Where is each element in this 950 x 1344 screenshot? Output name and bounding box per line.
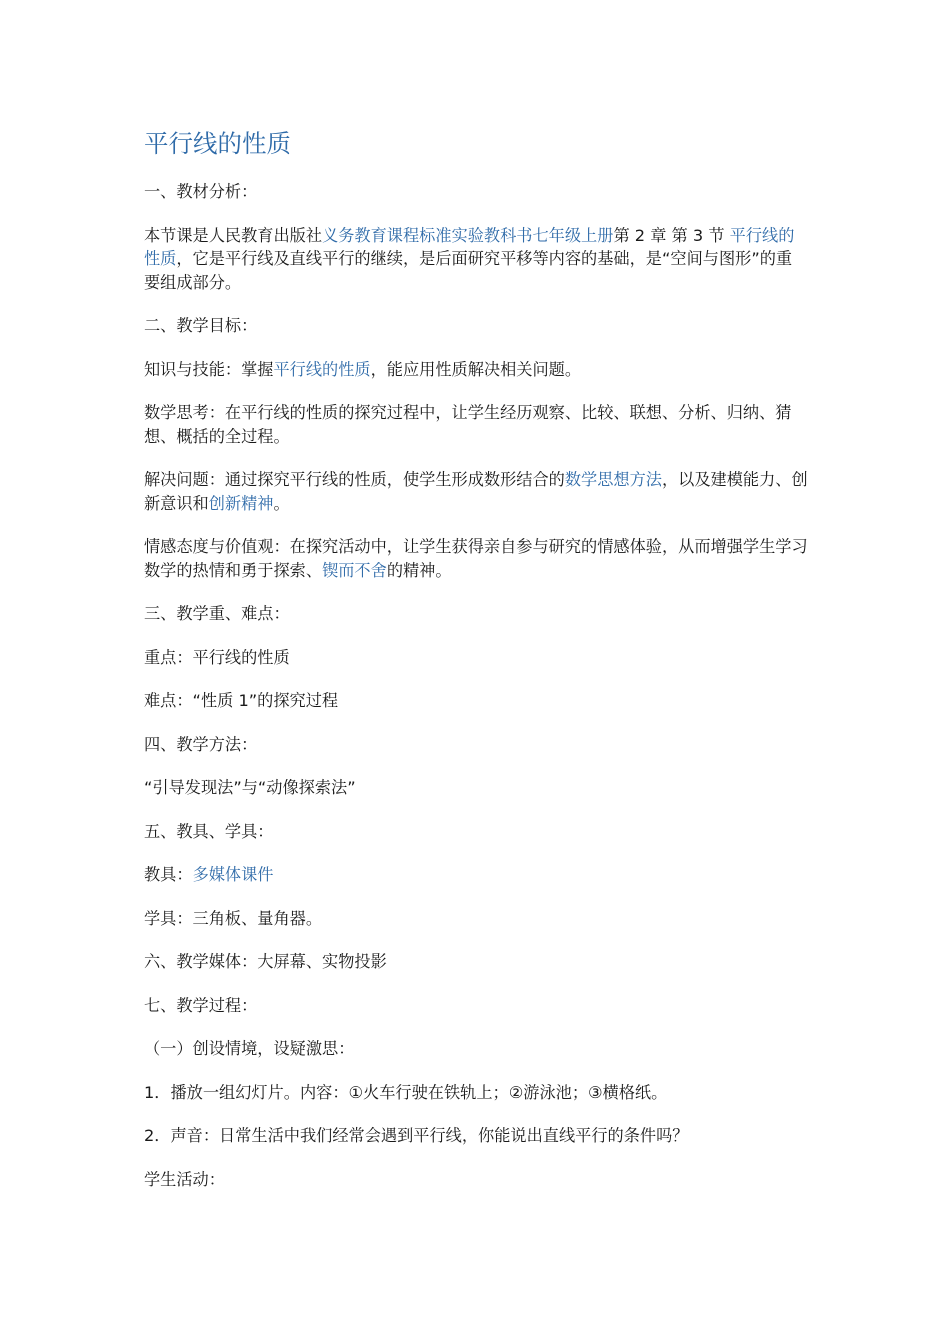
document-title: 平行线的性质	[144, 129, 291, 158]
text-run: 四、教学方法：	[144, 734, 258, 754]
text-run: 三、教学重、难点：	[144, 604, 290, 623]
text-run: 本节课是人民教育出版社	[144, 225, 323, 245]
hyperlink[interactable]: 义务教育课程标准实验教科书七年级上册	[322, 225, 614, 245]
text-run: 2．声音：日常生活中我们经常会遇到平行线，你能说出直线平行的条件吗？	[144, 1126, 689, 1145]
text-run: 1．播放一组幻灯片。内容：①火车行驶在铁轨上；②游泳池；③横格纸。	[144, 1082, 668, 1102]
paragraph	[144, 224, 808, 295]
text-run: 七、教学过程：	[144, 995, 258, 1015]
text-run: 知识与技能：掌握	[144, 359, 274, 379]
paragraph	[144, 646, 808, 670]
paragraph	[144, 1124, 808, 1148]
text-run: 数学思考：在平行线的性质的探究过程中，让学生经历观察、比较、联想、分析、归纳、猜想、概括的全过程。	[144, 403, 792, 446]
paragraph	[144, 535, 808, 582]
text-run: 学具：三角板、量角器。	[144, 908, 323, 928]
text-run: 的精神。	[386, 560, 452, 580]
paragraph	[144, 401, 808, 448]
text-run: 学生活动：	[144, 1169, 225, 1189]
paragraph	[144, 358, 808, 382]
text-run: ，它是平行线及直线平行的继续，是后面研究平移等内容的基础，是“空间与图形”的重要组成部分。	[144, 249, 793, 292]
text-run: ，能应用性质解决相关问题。	[370, 359, 582, 379]
text-run: “引导发现法”与“动像探索法”	[144, 778, 356, 797]
paragraph	[144, 602, 808, 626]
paragraph	[144, 733, 808, 757]
text-run: 情感态度与价值观：在探究活动中，让学生获得亲自参与研究的情感体验，从而增强学生学习数学的热情和勇于探索、	[144, 537, 808, 580]
text-run: 第 2 章 第 3 节	[613, 225, 730, 245]
text-run: 解决问题：通过探究平行线的性质，使学生形成数形结合的	[144, 470, 565, 489]
paragraph	[144, 907, 808, 931]
hyperlink[interactable]: 创新精神	[208, 493, 274, 513]
hyperlink[interactable]: 多媒体课件	[192, 865, 274, 884]
text-run: 一、教材分析：	[144, 182, 258, 201]
hyperlink[interactable]: 平行线的性质	[144, 225, 795, 268]
paragraph	[144, 689, 808, 713]
text-run: ，以及建模能力、创新意识和	[144, 470, 808, 513]
paragraph	[144, 1081, 808, 1105]
text-run: 难点：“性质 1”的探究过程	[144, 691, 339, 710]
paragraph	[144, 950, 808, 974]
paragraph	[144, 776, 808, 800]
text-run: 六、教学媒体：大屏幕、实物投影	[144, 952, 387, 971]
text-run: 重点：平行线的性质	[144, 647, 290, 667]
text-run: 二、教学目标：	[144, 316, 258, 335]
text-run: （一）创设情境，设疑激思：	[144, 1039, 355, 1058]
paragraph	[144, 180, 808, 204]
paragraph	[144, 314, 808, 338]
paragraph	[144, 1168, 808, 1192]
paragraph	[144, 994, 808, 1018]
paragraph	[144, 1037, 808, 1061]
hyperlink[interactable]: 数学思想方法	[564, 470, 662, 489]
hyperlink[interactable]: 平行线的性质	[273, 359, 371, 379]
text-run: 五、教具、学具：	[144, 821, 274, 841]
paragraph	[144, 820, 808, 844]
paragraph	[144, 468, 808, 515]
text-run: 教具：	[144, 865, 193, 884]
hyperlink[interactable]: 锲而不舍	[322, 560, 387, 580]
paragraph	[144, 863, 808, 887]
document-body	[144, 180, 808, 1211]
text-run: 。	[273, 493, 290, 513]
